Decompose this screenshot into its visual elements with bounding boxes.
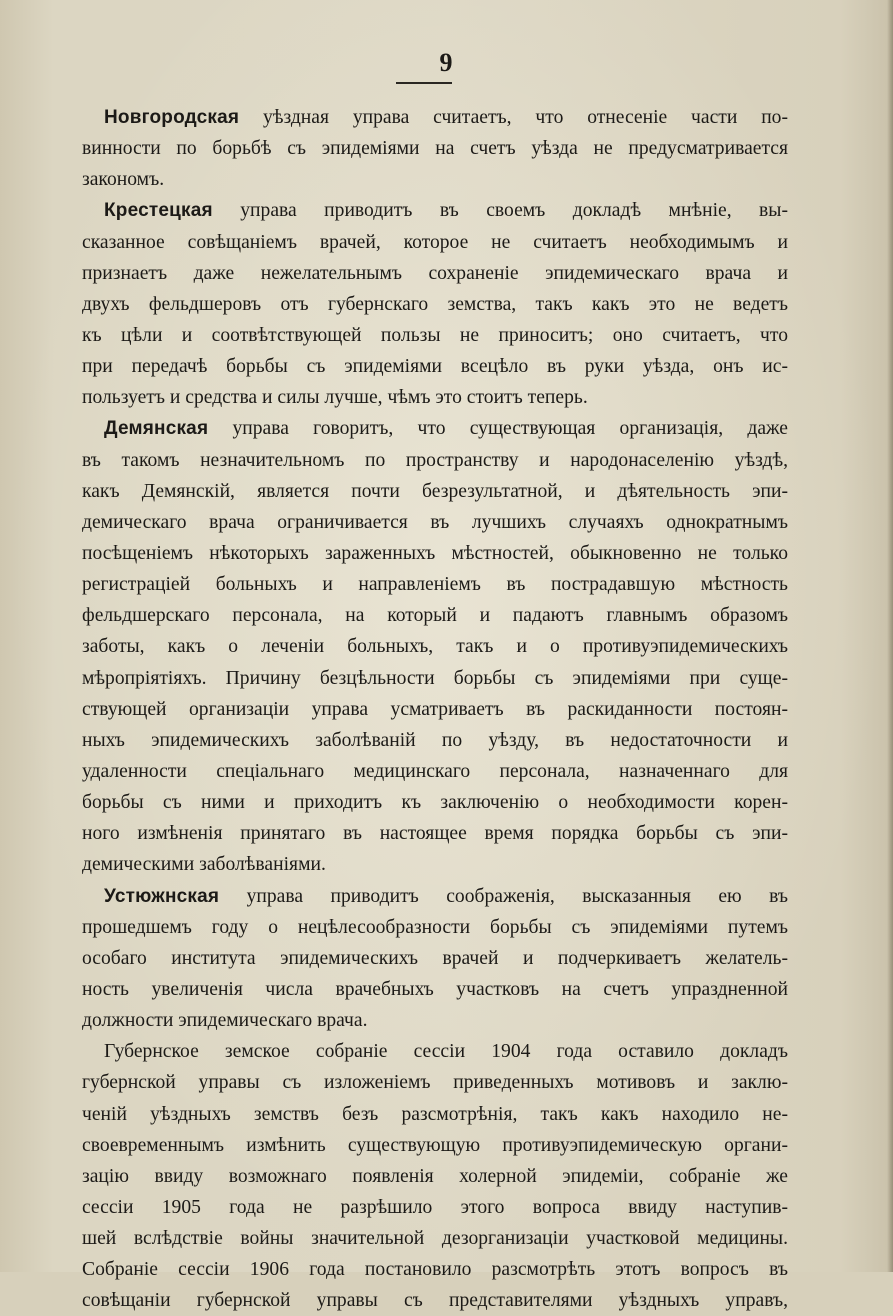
text-line: сессіи 1905 года не разрѣшило этого вопроса ввиду наступив-: [82, 1196, 788, 1218]
text-line: совѣщаніи губернской управы съ представителями уѣздныхъ управъ,: [82, 1290, 788, 1312]
text-line: особаго института эпидемическихъ врачей и подчеркиваетъ желатель-: [82, 947, 788, 969]
text-line: сказанное совѣщаніемъ врачей, которое не считаетъ необходимымъ и: [82, 231, 788, 253]
text-line: удаленности спеціальнаго медицинскаго персонала, назначеннаго для: [82, 760, 788, 782]
paragraph-demyanskaya: [82, 413, 788, 880]
text-line: Новгородская уѣздная управа считаетъ, что отнесеніе части по-: [104, 107, 788, 128]
text-line: демическаго врача ограничивается въ лучшихъ случаяхъ однократнымъ: [82, 511, 788, 533]
text-line: ныхъ эпидемическихъ заболѣваній по уѣзду, въ недостаточности и: [82, 729, 788, 751]
paragraph-heading: Устюжнская: [104, 885, 220, 907]
page-number: 9: [439, 48, 454, 77]
text-line: регистраціей больныхъ и направленіемъ въ пострадавшую мѣстность: [82, 574, 788, 596]
paragraph-ustyuzhnskaya: [82, 881, 788, 1037]
paragraph-novgorodskaya: [82, 102, 788, 195]
text-line: посѣщеніемъ нѣкоторыхъ зараженныхъ мѣстностей, обыкновенно не только: [82, 542, 788, 564]
text-line: Крестецкая управа приводитъ въ своемъ докладѣ мнѣніе, вы-: [104, 200, 788, 222]
text-line: винности по борьбѣ съ эпидеміями на счетъ уѣзда не предусматривается: [82, 138, 788, 160]
body-text: [82, 102, 788, 1316]
text-line: шей вслѣдствіе войны значительной дезорганизаціи участковой медицины.: [82, 1228, 788, 1250]
text-line: прошедшемъ году о нецѣлесообразности борьбы съ эпидеміями путемъ: [82, 916, 788, 938]
paragraph-gubernskoe-sobranie: [82, 1036, 788, 1316]
text-line: мѣропріятіяхъ. Причину безцѣльности борьбы съ эпидеміями при суще-: [82, 667, 788, 689]
text-line: какъ Демянскій, является почти безрезультатной, и дѣятельность эпи-: [82, 480, 788, 502]
text-line: губернской управы съ изложеніемъ приведенныхъ мотивовъ и заклю-: [82, 1072, 788, 1094]
text-line: двухъ фельдшеровъ отъ губернскаго земства, такъ какъ это не ведетъ: [82, 293, 788, 315]
text-line: Губернское земское собраніе сессіи 1904 года оставило докладъ: [104, 1041, 788, 1063]
text-line: своевременнымъ измѣнить существующую противуэпидемическую органи-: [82, 1134, 788, 1156]
page-edge-shadow: [887, 0, 893, 1272]
text-line: должности эпидемическаго врача.: [82, 1010, 368, 1032]
text-line: Устюжнская управа приводитъ соображенія, высказанныя ею въ: [104, 885, 788, 907]
text-line: ность увеличенія числа врачебныхъ участковъ на счетъ упраздненной: [82, 978, 788, 1000]
text-line: признаетъ даже нежелательнымъ сохраненіе эпидемическаго врача и: [82, 262, 788, 284]
paragraph-heading: Крестецкая: [104, 200, 213, 222]
text-line: заботы, какъ о леченіи больныхъ, такъ и о противуэпидемическихъ: [82, 636, 788, 658]
text-line: къ цѣли и соотвѣтствующей пользы не приноситъ; оно считаетъ, что: [82, 324, 788, 346]
text-line: ченій уѣздныхъ земствъ безъ разсмотрѣнія, такъ какъ находило не-: [82, 1103, 788, 1125]
page-number-rule: [396, 82, 452, 84]
text-line: закономъ.: [82, 169, 165, 191]
paragraph-krestetskaya: [82, 195, 788, 413]
paragraph-heading: Демянская: [104, 418, 209, 440]
paragraph-heading: Новгородская: [104, 107, 240, 128]
text-line: демическими заболѣваніями.: [82, 854, 326, 876]
text-line: зацію ввиду возможнаго появленія холерной эпидеміи, собраніе же: [82, 1165, 788, 1187]
text-line: борьбы съ ними и приходитъ къ заключенію о необходимости корен-: [82, 792, 788, 814]
text-line: Демянская управа говоритъ, что существующая организація, даже: [104, 418, 788, 440]
text-line: при передачѣ борьбы съ эпидеміями всецѣло въ руки уѣзда, онъ ис-: [82, 356, 788, 378]
text-line: ствующей организаціи управа усматриваетъ въ раскиданности постоян-: [82, 698, 788, 720]
text-line: фельдшерскаго персонала, на который и падаютъ главнымъ образомъ: [82, 605, 788, 627]
text-line: въ такомъ незначительномъ по пространству и народонаселенію уѣздѣ,: [82, 449, 788, 471]
text-line: Собраніе сессіи 1906 года постановило разсмотрѣть этотъ вопросъ въ: [82, 1259, 788, 1281]
text-line: ного измѣненія принятаго въ настоящее время порядка борьбы съ эпи-: [82, 823, 788, 845]
text-line: пользуетъ и средства и силы лучше, чѣмъ это стоитъ теперь.: [82, 387, 588, 409]
